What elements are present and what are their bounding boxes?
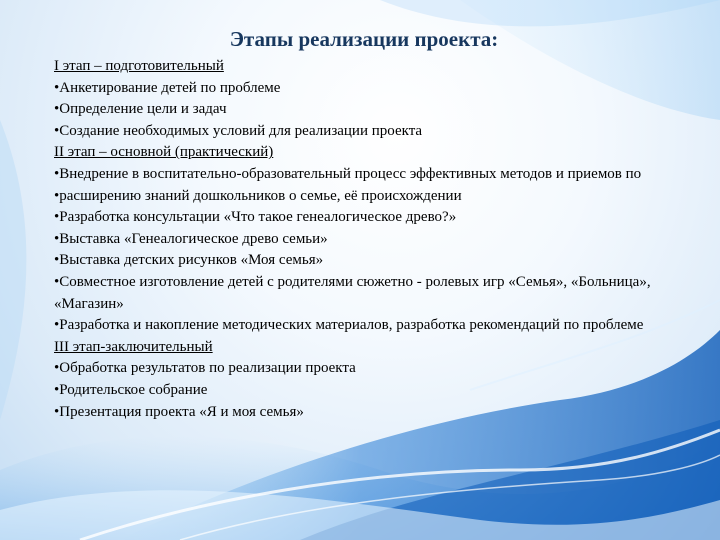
stage-1-item: •Создание необходимых условий для реализации проекта xyxy=(54,122,423,139)
stage-1-heading: I этап – подготовительный xyxy=(54,58,224,74)
stage-2-heading: II этап – основной (практический) xyxy=(54,144,274,161)
stage-2-item: •Разработка консультации «Что такое генеалогическое древо?» xyxy=(54,209,457,226)
stage-1-item: •Определение цели и задач xyxy=(54,101,227,118)
stage-3-heading: III этап-заключительный xyxy=(54,338,213,355)
stage-2-item: •Внедрение в воспитательно-образовательный процесс эффективных методов и приемов по xyxy=(54,165,642,182)
stage-3-item: •Обработка результатов по реализации проекта xyxy=(54,360,356,377)
slide-content xyxy=(54,24,674,423)
stage-2-item: •Выставка детских рисунков «Моя семья» xyxy=(54,252,324,269)
stage-3-item: •Презентация проекта «Я и моя семья» xyxy=(54,403,304,420)
slide-title: Этапы реализации проекта: xyxy=(229,27,499,51)
stage-1-item: •Анкетирование детей по проблеме xyxy=(54,79,281,96)
stage-2-item: •расширению знаний дошкольников о семье, её происхождении xyxy=(54,187,462,204)
stage-3-item: •Родительское собрание xyxy=(54,381,208,398)
stage-2-item: •Совместное изготовление детей с родителями сюжетно - ролевых игр «Семья», «Больница», «Магазин» xyxy=(54,273,651,312)
stage-2-item: •Разработка и накопление методических материалов, разработка рекомендаций по проблеме xyxy=(54,317,644,334)
stage-2-item: •Выставка «Генеалогическое древо семьи» xyxy=(54,230,328,247)
